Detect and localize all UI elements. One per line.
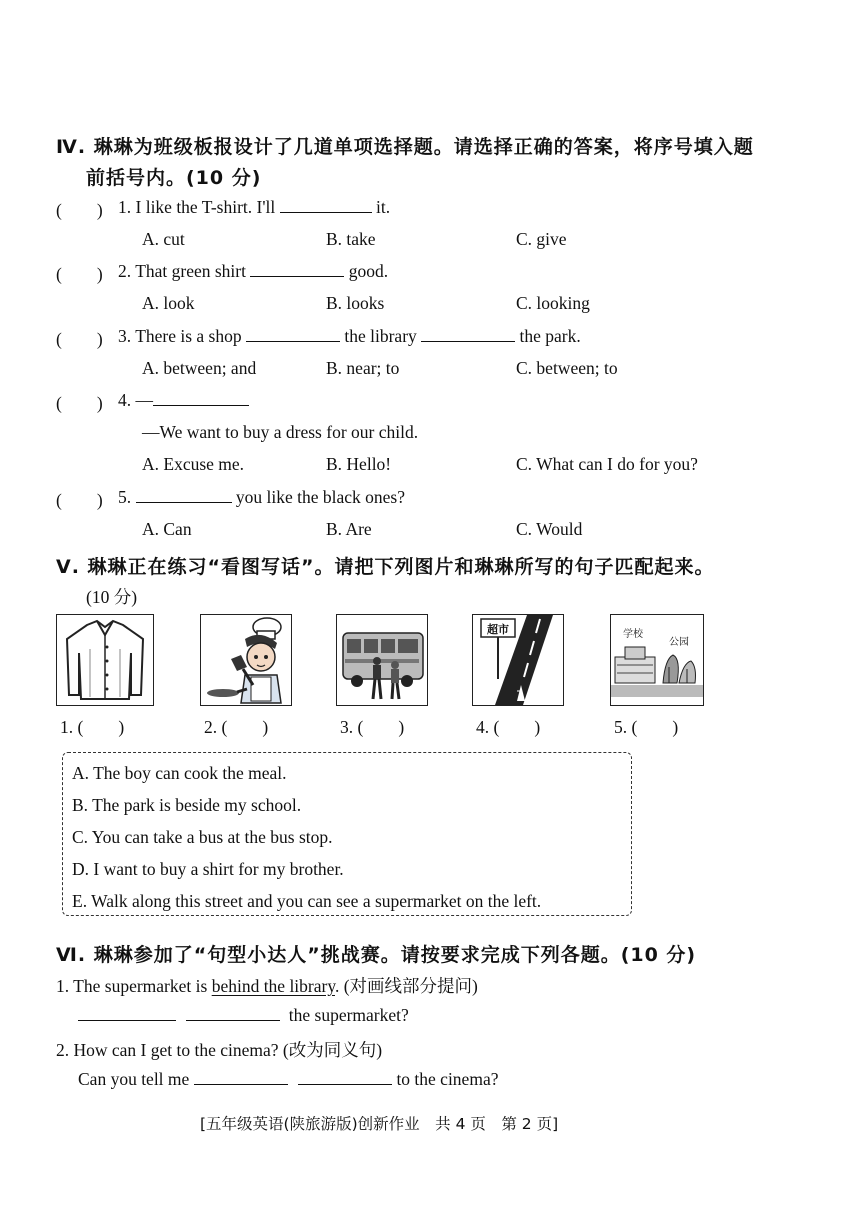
section-6-title: Ⅵ. 琳琳参加了“句型小达人”挑战赛。请按要求完成下列各题。(10 分) xyxy=(56,944,697,966)
option-3a: A. between; and xyxy=(142,358,257,378)
blank[interactable] xyxy=(78,1006,176,1021)
sentence-b: B. The park is beside my school. xyxy=(72,795,302,815)
section-5-title-line1: Ⅴ. 琳琳正在练习“看图写话”。请把下列图片和琳琳所写的句子匹配起来。 xyxy=(56,556,715,578)
question-6-1: 1. The supermarket is behind the library. (对画线部分提问) xyxy=(56,976,478,996)
option-2c: C. looking xyxy=(516,293,590,313)
question-4-reply: —We want to buy a dress for our child. xyxy=(142,422,419,442)
option-4a: A. Excuse me. xyxy=(142,454,245,474)
bus-stop-icon xyxy=(337,615,427,705)
question-1: 1. I like the T-shirt. I'll it. xyxy=(118,197,391,217)
picture-2 xyxy=(200,614,292,706)
answer-bracket-4[interactable]: ( ) xyxy=(56,393,103,413)
answer-bracket-2[interactable]: ( ) xyxy=(56,264,103,284)
sentence-e: E. Walk along this street and you can see a supermarket on the left. xyxy=(72,891,542,911)
question-6-1-answer: the supermarket? xyxy=(78,1005,409,1026)
sentence-a: A. The boy can cook the meal. xyxy=(72,763,287,783)
boy-cooking-icon xyxy=(201,615,291,705)
option-2a: A. look xyxy=(142,293,195,313)
blank[interactable] xyxy=(280,198,372,213)
section-4-title-line2: 前括号内。(10 分) xyxy=(86,167,262,189)
option-1a: A. cut xyxy=(142,229,185,249)
option-4b: B. Hello! xyxy=(326,454,392,474)
picture-3 xyxy=(336,614,428,706)
question-6-2-answer: Can you tell me to the cinema? xyxy=(78,1069,499,1089)
blank[interactable] xyxy=(194,1070,288,1085)
school-sign: 学校 xyxy=(623,629,643,640)
option-4c: C. What can I do for you? xyxy=(516,454,698,474)
section-5-title-line2: (10 分) xyxy=(86,587,138,607)
answer-bracket-3[interactable]: ( ) xyxy=(56,329,103,349)
blank[interactable] xyxy=(153,391,249,406)
answer-bracket-5[interactable]: ( ) xyxy=(56,490,103,510)
street-supermarket-icon xyxy=(473,615,563,705)
option-5c: C. Would xyxy=(516,519,583,539)
question-2: 2. That green shirt good. xyxy=(118,261,389,281)
park-sign: 公园 xyxy=(669,637,689,648)
option-2b: B. looks xyxy=(326,293,385,313)
blank[interactable] xyxy=(250,262,344,277)
blank[interactable] xyxy=(246,327,340,342)
option-3b: B. near; to xyxy=(326,358,400,378)
sentence-c: C. You can take a bus at the bus stop. xyxy=(72,827,333,847)
option-3c: C. between; to xyxy=(516,358,618,378)
option-5a: A. Can xyxy=(142,519,192,539)
blank[interactable] xyxy=(136,488,232,503)
question-5: 5. you like the black ones? xyxy=(118,487,405,507)
answer-bracket-1[interactable]: ( ) xyxy=(56,200,103,220)
blank[interactable] xyxy=(298,1070,392,1085)
page-footer: [五年级英语(陕旅游版)创新作业 共 4 页 第 2 页] xyxy=(200,1115,559,1133)
question-3: 3. There is a shop the library the park. xyxy=(118,326,581,346)
supermarket-sign: 超市 xyxy=(487,623,509,636)
option-5b: B. Are xyxy=(326,519,372,539)
shirt-icon xyxy=(57,615,153,705)
picture-5 xyxy=(610,614,704,706)
option-1c: C. give xyxy=(516,229,567,249)
section-4-title-line1: Ⅳ. 琳琳为班级板报设计了几道单项选择题。请选择正确的答案，将序号填入题 xyxy=(56,136,754,158)
picture-3-answer[interactable]: 3. ( ) xyxy=(340,717,405,737)
picture-5-answer[interactable]: 5. ( ) xyxy=(614,717,679,737)
picture-4 xyxy=(472,614,564,706)
school-park-icon xyxy=(611,615,703,705)
blank[interactable] xyxy=(186,1006,280,1021)
option-1b: B. take xyxy=(326,229,376,249)
picture-1-answer[interactable]: 1. ( ) xyxy=(60,717,125,737)
question-4: 4. — xyxy=(118,390,249,411)
picture-2-answer[interactable]: 2. ( ) xyxy=(204,717,269,737)
blank[interactable] xyxy=(421,327,515,342)
picture-1 xyxy=(56,614,154,706)
sentence-d: D. I want to buy a shirt for my brother. xyxy=(72,859,344,879)
picture-4-answer[interactable]: 4. ( ) xyxy=(476,717,541,737)
underlined-phrase: behind the library xyxy=(211,976,335,996)
question-6-2: 2. How can I get to the cinema? (改为同义句) xyxy=(56,1040,383,1060)
